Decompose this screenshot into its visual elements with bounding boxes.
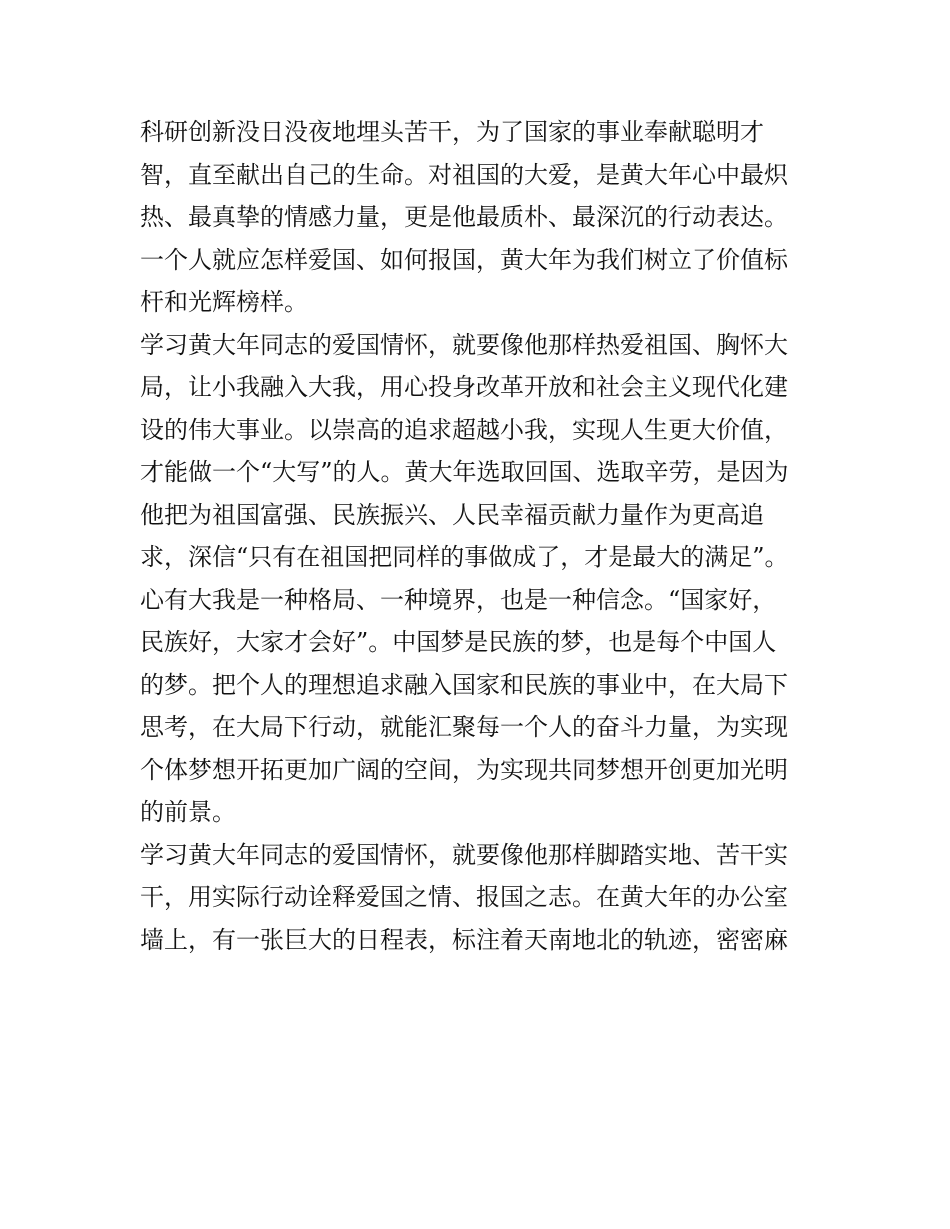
text-line: 热、最真挚的情感力量，更是他最质朴、最深沉的行动表达。 [140, 203, 788, 231]
text-line: 杆和光辉榜样。 [140, 288, 308, 316]
text-line: 智，直至献出自己的生命。对祖国的大爱，是黄大年心中最炽 [140, 160, 788, 189]
text-line: 心有大我是一种格局、一种境界，也是一种信念。“国家好， [140, 585, 777, 614]
text-line: 才能做一个“大写”的人。黄大年选取回国、选取辛劳，是因为 [140, 458, 789, 486]
text-line: 干，用实际行动诠释爱国之情、报国之志。在黄大年的办公室 [140, 883, 788, 911]
text-line: 学习黄大年同志的爱国情怀，就要像他那样热爱祖国、胸怀大 [140, 330, 788, 359]
text-line: 思考，在大局下行动，就能汇聚每一个人的奋斗力量，为实现 [140, 713, 788, 741]
text-line: 设的伟大事业。以崇高的追求超越小我，实现人生更大价值， [140, 415, 788, 444]
text-line: 学习黄大年同志的爱国情怀，就要像他那样脚踏实地、苦干实 [140, 840, 788, 869]
text-line: 个体梦想开拓更加广阔的空间，为实现共同梦想开创更加光明 [140, 755, 788, 784]
text-line: 墙上，有一张巨大的日程表，标注着天南地北的轨迹，密密麻 [140, 925, 788, 954]
body-text [140, 111, 820, 961]
text-line: 局，让小我融入大我，用心投身改革开放和社会主义现代化建 [140, 373, 788, 401]
text-line: 他把为祖国富强、民族振兴、人民幸福贡献力量作为更高追 [140, 500, 764, 529]
text-line: 科研创新没日没夜地埋头苦干，为了国家的事业奉献聪明才 [140, 118, 764, 146]
text-line: 民族好，大家才会好”。中国梦是民族的梦，也是每个中国人 [140, 628, 777, 656]
text-line: 一个人就应怎样爱国、如何报国，黄大年为我们树立了价值标 [140, 245, 788, 274]
text-line: 的梦。把个人的理想追求融入国家和民族的事业中，在大局下 [140, 670, 788, 699]
text-line: 求，深信“只有在祖国把同样的事做成了，才是最大的满足”。 [140, 543, 789, 571]
text-line: 的前景。 [140, 798, 236, 826]
